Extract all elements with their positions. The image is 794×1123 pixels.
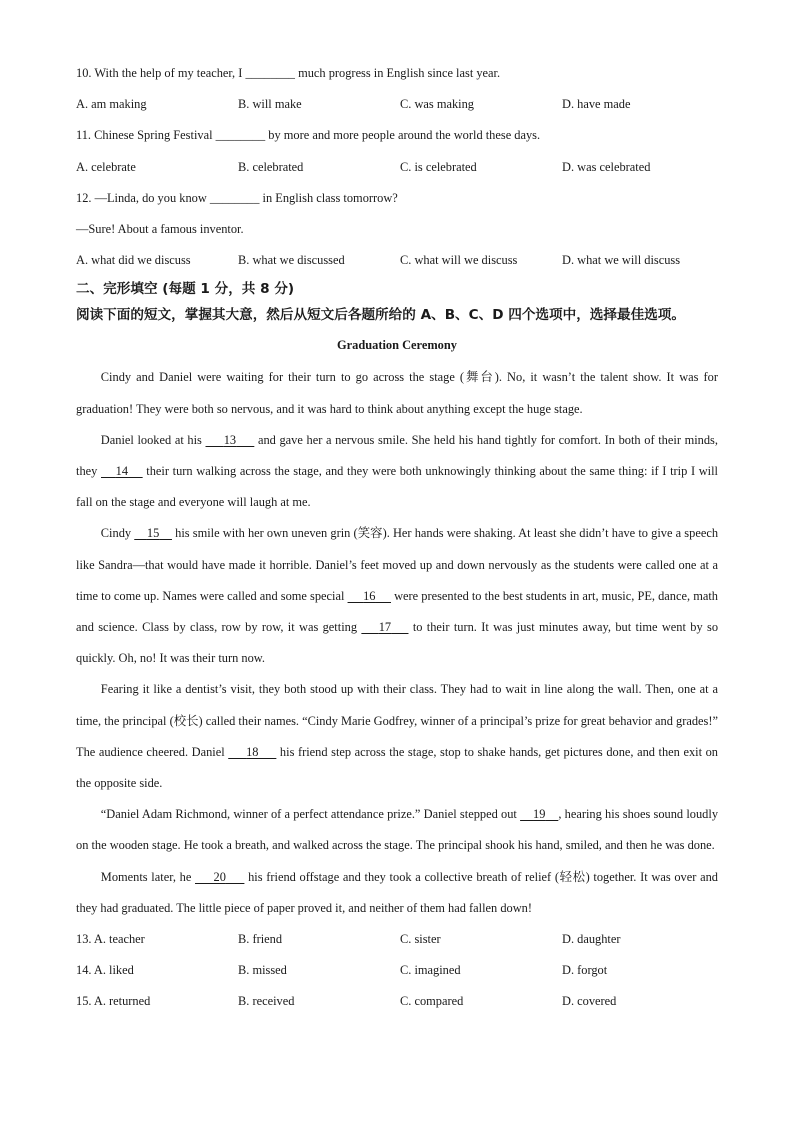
question-12-stem: 12. —Linda, do you know ________ in English class tomorrow? [76, 190, 398, 205]
passage-paragraph-5 [76, 799, 718, 861]
paragraph-text: to their turn. It was just minutes away, but time went by so quickly. Oh, no! It was their turn now. [76, 619, 719, 666]
blank-14: 14 [115, 463, 129, 478]
question-11-stem: 11. Chinese Spring Festival ________ by more and more people around the world these days. [76, 128, 541, 143]
option-a: A. what did we discuss [76, 253, 191, 268]
paragraph-text: Fearing it like a dentist’s visit, they both stood up with their class. They had to wait in line along the wall. Then, one at a time, the principal (校长) called their names. “Cindy Marie Godfrey, winner of a principal’s prize for great behavior and grades!” The audience cheered. Daniel [76, 682, 718, 759]
blank-19: 19 [533, 807, 546, 822]
paragraph-text: , hearing his shoes sound loudly on the wooden stage. He took a breath, and walked across the stage. The principal shook his hand, smiled, and then he was done. [76, 807, 719, 853]
question-10-options [76, 89, 718, 120]
option-b: B. received [238, 994, 295, 1009]
passage-title: Graduation Ceremony [337, 338, 457, 353]
blank-20: 20 [213, 869, 226, 884]
paragraph-text: their turn walking across the stage, and they were both unknowingly thinking about the same thing: if I trip I will fall on the stage and everyone will laugh at me. [76, 463, 719, 510]
option-a: A. celebrate [76, 159, 136, 174]
paragraph-text: Cindy [100, 526, 135, 541]
paragraph-text: his friend offstage and they took a collective breath of relief (轻松) together. It was over and they had graduated. The little piece of paper proved it, and neither of them had fallen down! [76, 869, 718, 915]
option-c: C. compared [400, 994, 464, 1009]
paragraph-text: Moments later, he [100, 869, 196, 884]
blank-15: 15 [146, 526, 160, 541]
blank-18: 18 [246, 744, 259, 759]
option-a: 13. A. teacher [76, 931, 145, 946]
option-d: D. what we will discuss [562, 253, 681, 268]
option-d: D. forgot [562, 963, 608, 978]
option-d: D. covered [562, 994, 617, 1009]
question-12-options [76, 245, 718, 276]
option-a: 14. A. liked [76, 963, 134, 978]
blank-16: 16 [363, 588, 376, 603]
passage-paragraph-3 [76, 518, 718, 674]
exam-page [76, 58, 718, 1018]
paragraph-text: his friend step across the stage, stop to shake hands, get pictures done, and then exit on the opposite side. [76, 744, 718, 790]
passage-paragraph-6 [76, 862, 718, 924]
paragraph-text: Daniel looked at his [100, 432, 206, 447]
option-d: D. have made [562, 97, 631, 112]
option-b: B. friend [238, 931, 283, 946]
option-b: B. what we discussed [238, 253, 345, 268]
option-c: C. sister [400, 931, 441, 946]
option-c: C. imagined [400, 963, 461, 978]
option-c: C. what will we discuss [400, 253, 518, 268]
cloze-options-13 [76, 924, 718, 955]
blank-13: 13 [223, 432, 237, 447]
paragraph-text: “Daniel Adam Richmond, winner of a perfect attendance prize.” Daniel stepped out [100, 807, 521, 822]
blank-17: 17 [378, 619, 392, 634]
paragraph-text: and gave her a nervous smile. She held his hand tightly for comfort. In both of their minds, they [76, 432, 718, 478]
question-11-options [76, 152, 718, 183]
passage-paragraph-2 [76, 425, 718, 519]
cloze-options-15 [76, 986, 718, 1017]
option-b: B. will make [238, 97, 302, 112]
section-heading: 二、完形填空 (每题 1 分，共 8 分) [76, 281, 295, 298]
passage-paragraph-1 [76, 362, 718, 424]
section-instruction: 阅读下面的短文，掌握其大意，然后从短文后各题所给的 A、B、C、D 四个选项中，选择最佳选项。 [76, 307, 685, 324]
question-10-stem: 10. With the help of my teacher, I ________ much progress in English since last year. [76, 66, 501, 80]
paragraph-text: were presented to the best students in art, music, PE, dance, math and science. Class by class, row by row, it was getting [76, 588, 718, 634]
option-a: 15. A. returned [76, 994, 151, 1009]
option-c: C. was making [400, 97, 474, 112]
option-b: B. missed [238, 963, 287, 978]
paragraph-text: Cindy and Daniel were waiting for their turn to go across the stage (舞台). No, it wasn’t the talent show. It was for graduation! They were both so nervous, and it was hard to think about anything except the huge stage. [76, 370, 718, 416]
question-12-reply: —Sure! About a famous inventor. [76, 221, 244, 236]
cloze-options-14 [76, 955, 718, 986]
option-a: A. am making [76, 97, 147, 112]
paragraph-text: his smile with her own uneven grin (笑容). Her hands were shaking. At least she didn’t have to give a speech like Sandra—that would have made it horrible. Daniel’s feet moved up and down nervously as the students were called one at a time to come up. Names were called and some special [76, 526, 719, 603]
passage-paragraph-4 [76, 674, 718, 799]
option-d: D. daughter [562, 931, 621, 946]
option-b: B. celebrated [238, 159, 304, 174]
option-d: D. was celebrated [562, 159, 651, 174]
option-c: C. is celebrated [400, 159, 477, 174]
